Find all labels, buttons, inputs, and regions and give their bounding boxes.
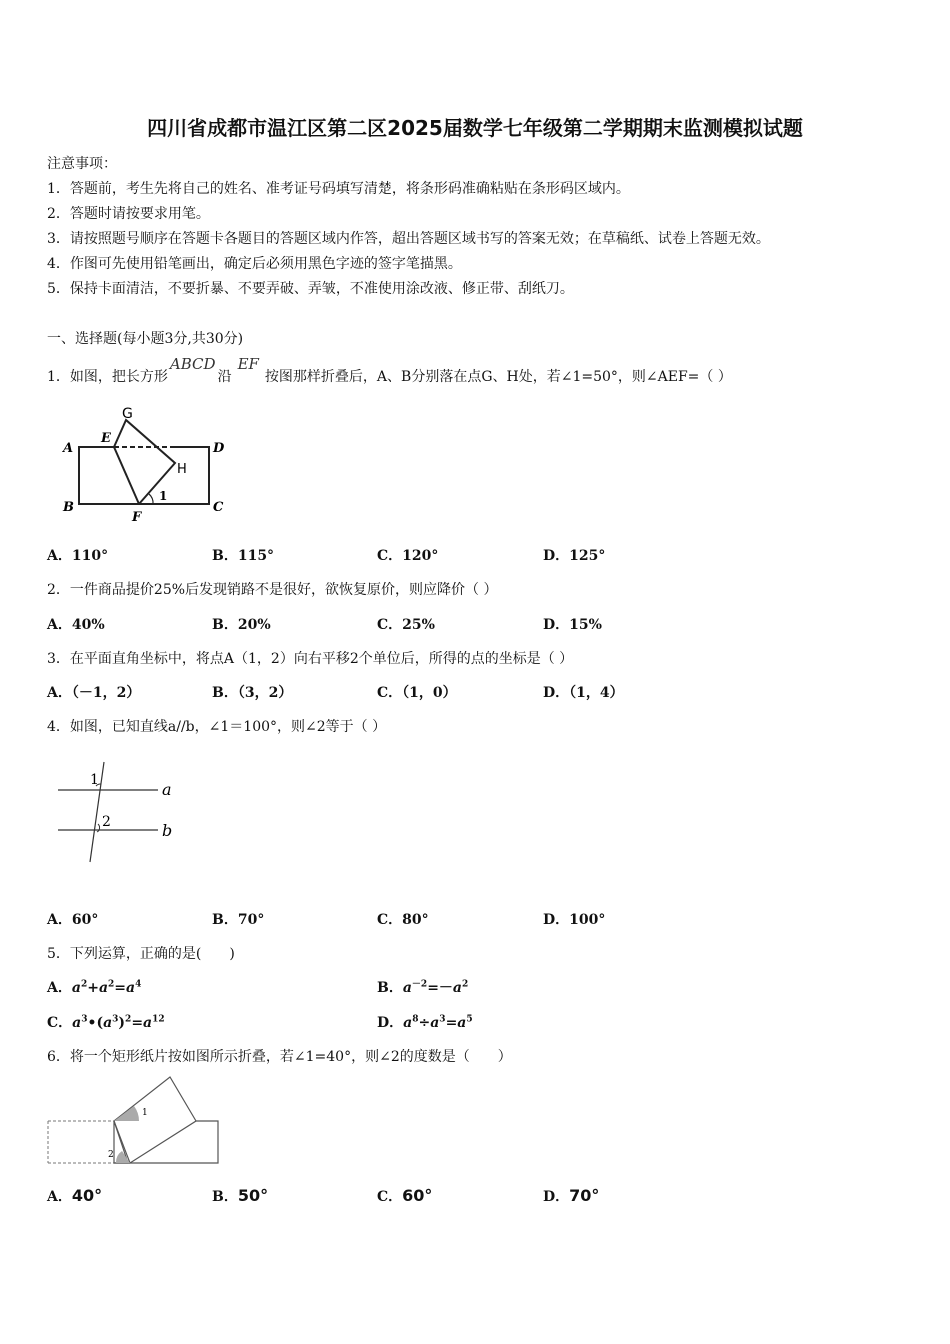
q5-option-d-label: D． [377, 1015, 404, 1031]
q1-label-e: E [101, 431, 111, 446]
q1-label-1: 1 [159, 489, 168, 503]
q1-option-a[interactable]: A．110° [47, 548, 109, 564]
q1-label-d: D [213, 441, 225, 456]
note-item: 1．答题前，考生先将自己的姓名、准考证号码填写清楚，将条形码准确粘贴在条形码区域内。 [47, 181, 630, 197]
q6-option-a-label: A． [47, 1189, 72, 1205]
note-item: 4．作图可先使用铅笔画出，确定后必须用黑色字迹的签字笔描黑。 [47, 256, 462, 272]
q4-option-c[interactable]: C．80° [377, 912, 429, 928]
q5-option-a-label: A． [47, 980, 72, 996]
question-4: 4．如图，已知直线a//b，∠1＝100°，则∠2等于（ ） [47, 719, 387, 735]
q1-abcd: ABCD [169, 355, 216, 373]
q5-option-b[interactable]: B．$a^{-2}=-a^2$ [377, 979, 469, 996]
q5-option-d[interactable]: D．$a^8\div a^3=a^5$ [377, 1014, 473, 1031]
q4-label-2: 2 [102, 814, 111, 830]
q1-option-b[interactable]: B．115° [212, 548, 275, 564]
q2-option-d[interactable]: D．15% [543, 617, 602, 633]
q1-label-h: H [177, 462, 187, 477]
q5-option-a[interactable]: A．$a^2+a^2=a^4$ [47, 979, 142, 996]
q6-option-a-value: 40° [71, 1186, 103, 1205]
q6-option-b-value: 50° [237, 1186, 269, 1205]
q6-label-1: 1 [142, 1108, 148, 1118]
q1-label-a: A [63, 441, 74, 456]
q1-post: 按图那样折叠后，A、B分别落在点G、H处，若∠1=50°，则∠AEF=（ ） [264, 369, 732, 385]
question-2: 2．一件商品提价25%后发现销路不是很好，欲恢复原价，则应降价（ ） [47, 582, 498, 598]
q6-option-d-value: 70° [569, 1186, 600, 1205]
q4-label-b: b [162, 821, 173, 840]
q5-option-c-label: C． [47, 1015, 73, 1031]
question-3: 3．在平面直角坐标中，将点A（1，2）向右平移2个单位后，所得的点的坐标是（ ） [47, 651, 574, 667]
q6-option-d-label: D． [543, 1189, 570, 1205]
note-item: 3．请按照题号顺序在答题卡各题目的答题区域内作答，超出答题区域书写的答案无效；在草稿纸、试卷上答题无效。 [47, 231, 770, 247]
q4-option-b[interactable]: B．70° [212, 912, 265, 928]
q4-label-1: 1 [90, 772, 99, 788]
notes-heading: 注意事项： [47, 156, 117, 172]
q6-option-a[interactable] [47, 1186, 102, 1206]
page-title: 四川省成都市温江区第二区2025届数学七年级第二学期期末监测模拟试题 [147, 116, 803, 140]
note-item: 2．答题时请按要求用笔。 [47, 206, 210, 222]
q6-option-c-value: 60° [402, 1186, 433, 1205]
q1-figure [55, 400, 235, 525]
q1-label-b: B [63, 500, 74, 515]
q3-option-c[interactable]: C．（1，0） [377, 685, 457, 701]
q6-option-d[interactable] [543, 1186, 599, 1206]
q2-option-a[interactable]: A．40% [47, 617, 105, 633]
q1-option-c[interactable]: C．120° [377, 548, 439, 564]
q2-option-b[interactable]: B．20% [212, 617, 271, 633]
q1-ef: EF [237, 355, 259, 373]
question-6: 6．将一个矩形纸片按如图所示折叠，若∠1=40°，则∠2的度数是（ ） [47, 1049, 512, 1065]
question-1 [47, 355, 732, 386]
q1-option-d[interactable]: D．125° [543, 548, 606, 564]
q3-option-b[interactable]: B．（3，2） [212, 685, 293, 701]
section-heading: 一、选择题(每小题3分,共30分) [47, 331, 244, 347]
q4-label-a: a [162, 780, 172, 799]
q4-figure [52, 760, 192, 870]
q6-option-b-label: B． [212, 1189, 238, 1205]
q6-option-c[interactable] [377, 1186, 432, 1206]
question-5: 5．下列运算，正确的是( ) [47, 946, 235, 962]
q6-figure [44, 1075, 224, 1170]
q3-option-d[interactable]: D．（1，4） [543, 685, 624, 701]
q6-label-2: 2 [108, 1150, 114, 1160]
q1-pre: 1．如图，把长方形 [47, 369, 168, 385]
q6-option-c-label: C． [377, 1189, 403, 1205]
q5-option-b-label: B． [377, 980, 403, 996]
q1-label-g: G [122, 406, 133, 422]
q5-option-c[interactable]: C．$a^3•(a^3)^2=a^{12}$ [47, 1014, 165, 1031]
q3-option-a[interactable]: A．（－1，2） [47, 685, 141, 701]
q4-option-d[interactable]: D．100° [543, 912, 606, 928]
q4-option-a[interactable]: A．60° [47, 912, 99, 928]
q1-label-c: C [213, 500, 224, 515]
note-item: 5．保持卡面清洁，不要折暴、不要弄破、弄皱，不准使用涂改液、修正带、刮纸刀。 [47, 281, 574, 297]
q6-option-b[interactable] [212, 1186, 268, 1206]
q2-option-c[interactable]: C．25% [377, 617, 435, 633]
q1-label-f: F [132, 510, 142, 525]
q1-mid: 沿 [217, 369, 232, 385]
